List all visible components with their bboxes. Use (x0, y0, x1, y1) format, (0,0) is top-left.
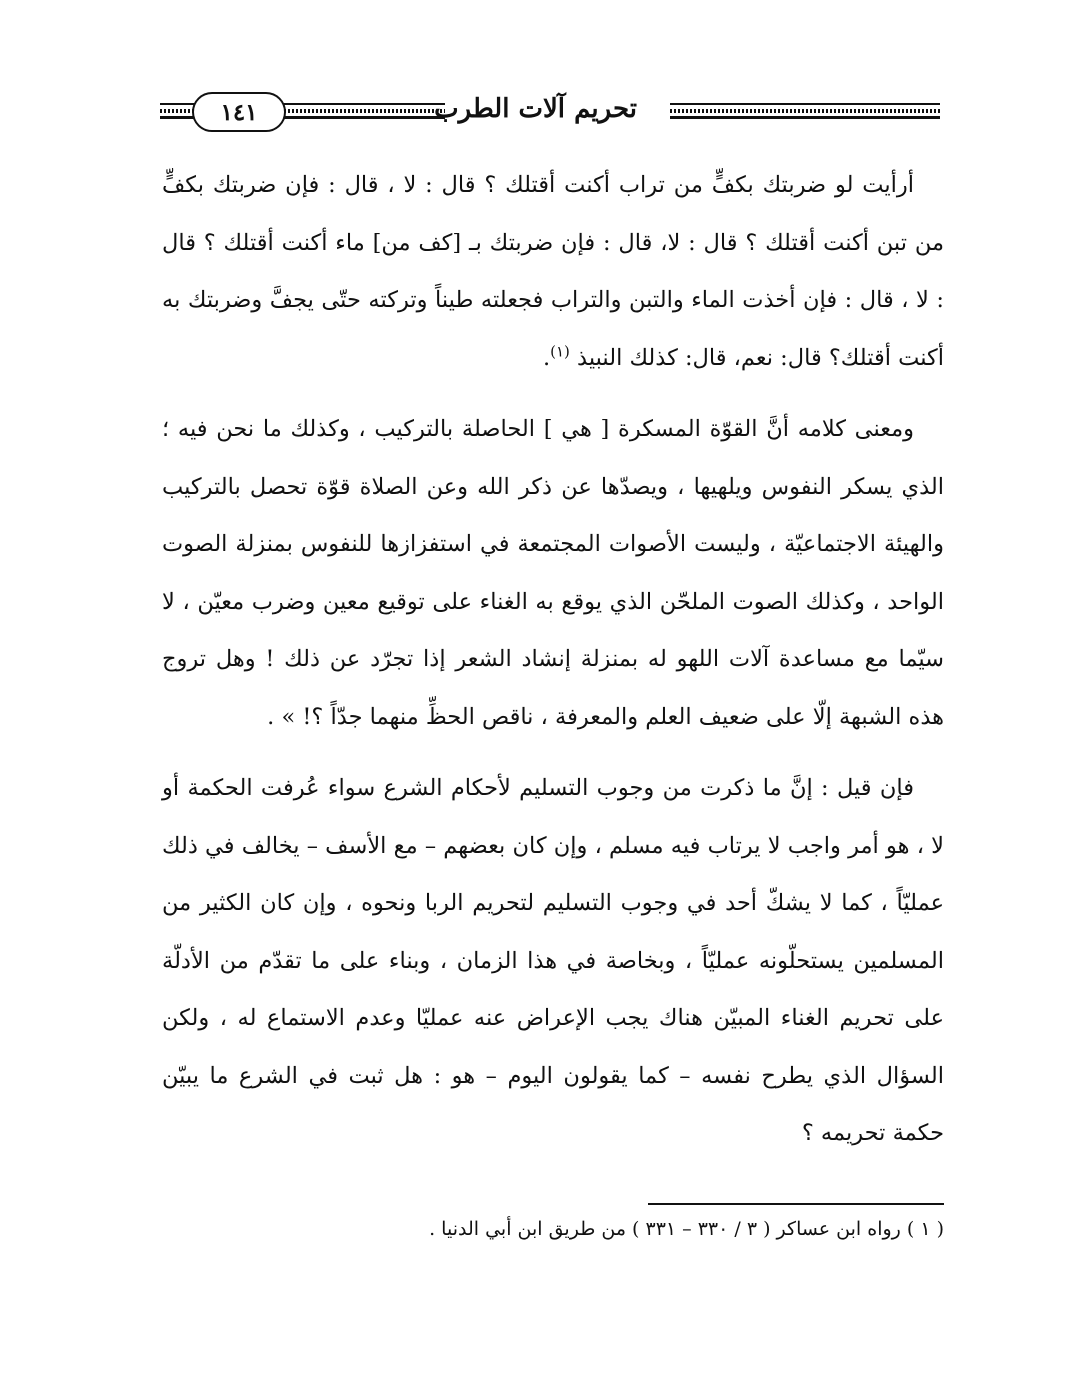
running-title: تحريم آلات الطرب (434, 94, 637, 124)
paragraph-1 (162, 157, 944, 387)
footnote-separator (648, 1203, 944, 1205)
header-rule-right-bottom (670, 116, 940, 119)
page-number: ١٤١ (220, 98, 258, 126)
main-text (162, 157, 944, 1163)
paragraph-3 (162, 760, 944, 1163)
paragraph-end-mark: . (542, 344, 551, 371)
paragraph-text: فإن قيل : إنَّ ما ذكرت من وجوب التسليم لأحكام الشرع سواء عُرفت الحكمة أو لا ، هو أمر واجب لا يرتاب فيه مسلم ، وإن كان بعضهم – مع الأسف – يخالف في ذلك عمليّاً ، كما لا يشكّ أحد في وجوب التسليم لتحريم الربا ونحوه ، وإن كان الكثير من المسلمين يستحلّونه عمليّاً ، وبخاصة في هذا الزمان ، وبناء على ما تقدّم من الأدلّة على تحريم الغناء المبيّن هناك يجب الإعراض عنه عمليّا وعدم الاستماع له ، ولكن السؤال الذي يطرح نفسه – كما يقولون اليوم – هو : هل ثبت في الشرع ما يبيّن حكمة تحريمه ؟ (162, 775, 944, 1146)
footnote: ( ١ ) رواه ابن عساكر ( ٣ / ٣٣٠ – ٣٣١ ) من طريق ابن أبي الدنيا . (429, 1218, 944, 1240)
page-number-badge (192, 92, 286, 132)
paragraph-text: أرأيت لو ضربتك بكفٍّ من تراب أكنت أقتلك ؟ قال : لا ، قال : فإن ضربتك بكفٍّ من تبن أكنت أقتلك ؟ قال : لا، قال : فإن ضربتك بـ [كف من] ماء أكنت أقتلك ؟ قال : لا ، قال : فإن أخذت الماء والتبن والتراب فجعلته طيناً وتركته حتّى يجفَّ وضربتك به أكنت أقتلك؟ قال: نعم، قال: كذلك النبيذ (162, 172, 944, 371)
footnote-reference[interactable]: (١) (550, 342, 570, 360)
header-rule-right-dots (670, 109, 940, 113)
paragraph-text: ومعنى كلامه أنَّ القوّة المسكرة [ هي ] الحاصلة بالتركيب ، وكذلك ما نحن فيه ؛ الذي يسكر النفوس ويلهيها ، ويصدّها عن ذكر الله وعن الصلاة قوّة تحصل بالتركيب والهيئة الاجتماعيّة ، وليست الأصوات المجتمعة في استفزازها للنفوس بمنزلة الصوت الواحد ، وكذلك الصوت الملحّن الذي يوقع به الغناء على توقيع معين وضرب معيّن ، لا سيّما مع مساعدة آلات اللهو له بمنزلة إنشاد الشعر إذا تجرّد عن ذلك ! وهل تروج هذه الشبهة إلّا على ضعيف العلم والمعرفة ، ناقص الحظِّ منهما جدّاً ؟! » . (162, 416, 944, 730)
running-header (160, 88, 940, 140)
paragraph-2 (162, 401, 944, 746)
header-rule-right-top (670, 103, 940, 105)
